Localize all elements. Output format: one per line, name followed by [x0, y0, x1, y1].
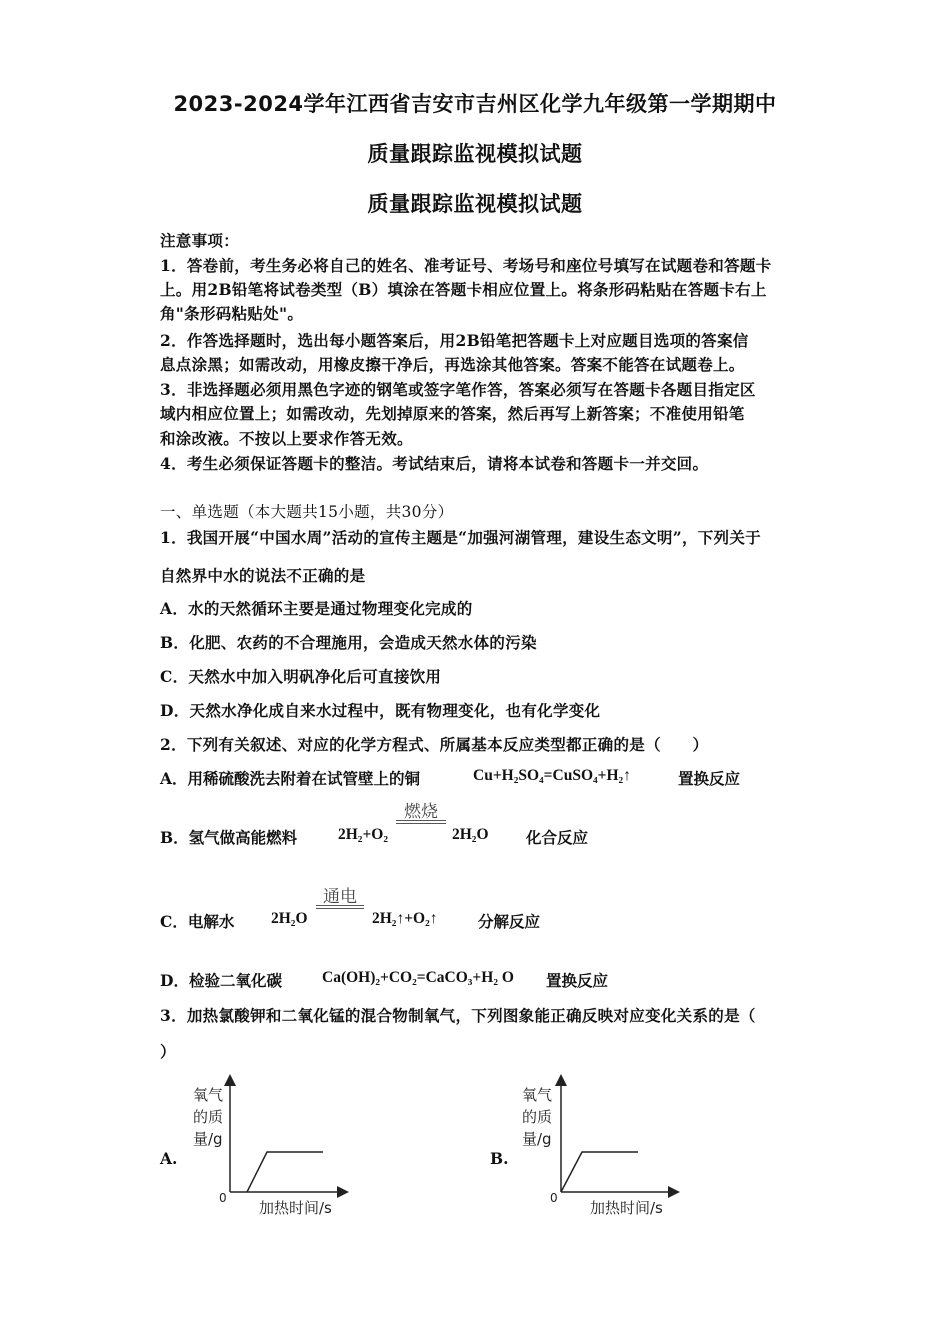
q3-graph-a: [185, 1070, 365, 1220]
page-title-line-3: 质量跟踪监视模拟试题: [367, 192, 583, 216]
q2-option-c-condition: 通电: [323, 887, 357, 907]
section-heading: 一、单选题（本大题共15小题，共30分）: [160, 503, 454, 521]
graph-a-ylabel: 的质: [193, 1108, 224, 1126]
page-title-line-1: 2023-2024学年江西省吉安市吉州区化学九年级第一学期期中: [173, 92, 777, 116]
q2-option-d-equation: Ca(OH)₂+CO₂=CaCO₃+H₂ O: [322, 969, 514, 986]
notice-line: 和涂改液。不按以上要求作答无效。: [160, 429, 413, 448]
q2-option-d-type: 置换反应: [546, 971, 609, 990]
q2-option-b-condition: 燃烧: [404, 802, 438, 822]
q3-graph-b: [516, 1070, 696, 1220]
graph-a-xlabel: 加热时间/s: [259, 1199, 332, 1217]
graph-a-curve: [247, 1152, 323, 1192]
notice-line: 息点涂黑；如需改动，用橡皮擦干净后，再选涂其他答案。答案不能答在试题卷上。: [160, 355, 745, 374]
graph-b-origin: 0: [550, 1191, 558, 1205]
graph-a-ylabel: 量/g: [193, 1130, 223, 1148]
q2-option-b-left: 2H₂+O₂: [338, 826, 388, 843]
q1-option-c: C．天然水中加入明矾净化后可直接饮用: [160, 667, 442, 686]
q2-option-a-equation: Cu+H₂SO₄=CuSO₄+H₂↑: [473, 767, 631, 784]
q2-option-b-right: 2H₂O: [452, 826, 489, 843]
notice-line: 角"条形码粘贴处"。: [160, 304, 304, 323]
q1-option-b: B．化肥、农药的不合理施用，会造成天然水体的污染: [160, 633, 537, 652]
q2-option-c-label: C．电解水: [160, 912, 235, 931]
q1-option-a: A．水的天然循环主要是通过物理变化完成的: [160, 599, 473, 618]
notice-heading: 注意事项：: [160, 231, 240, 250]
q2-option-b-type: 化合反应: [526, 828, 589, 847]
notice-line: 1．答卷前，考生务必将自己的姓名、准考证号、考场号和座位号填写在试题卷和答题卡: [160, 256, 772, 275]
graph-b-ylabel: 氧气: [522, 1086, 553, 1104]
q2-option-d-label: D．检验二氧化碳: [160, 971, 282, 990]
q2-option-b-label: B．氢气做高能燃料: [160, 828, 298, 847]
q2-option-a-label: A．用稀硫酸洗去附着在试管壁上的铜: [160, 769, 421, 788]
graph-b-curve: [561, 1152, 638, 1192]
q2-option-c-left: 2H₂O: [271, 910, 308, 927]
q2-stem: 2．下列有关叙述、对应的化学方程式、所属基本反应类型都正确的是（ ）: [160, 735, 709, 754]
q3-stem-line-1: 3．加热氯酸钾和二氧化锰的混合物制氧气，下列图象能正确反映对应变化关系的是（: [160, 1006, 756, 1025]
q3-option-b-label: B.: [490, 1149, 509, 1168]
reaction-equals-sign: [396, 820, 446, 824]
q1-stem-line-2: 自然界中水的说法不正确的是: [160, 566, 366, 585]
notice-line: 2．作答选择题时，选出每小题答案后，用2B铅笔把答题卡上对应题目选项的答案信: [160, 331, 749, 350]
q2-option-c-type: 分解反应: [478, 912, 541, 931]
graph-b-ylabel: 的质: [522, 1108, 553, 1126]
notice-line: 4．考生必须保证答题卡的整洁。考试结束后，请将本试卷和答题卡一并交回。: [160, 454, 709, 473]
notice-line: 上。用2B铅笔将试卷类型（B）填涂在答题卡相应位置上。将条形码粘贴在答题卡右上: [160, 280, 767, 299]
reaction-equals-sign: [316, 905, 364, 909]
q2-option-c-right: 2H₂↑+O₂↑: [372, 910, 438, 927]
graph-a-ylabel: 氧气: [193, 1086, 224, 1104]
q3-stem-line-2: ）: [160, 1042, 176, 1061]
notice-line: 域内相应位置上；如需改动，先划掉原来的答案，然后再写上新答案；不准使用铅笔: [160, 404, 745, 423]
q3-option-a-label: A.: [160, 1149, 178, 1168]
q1-option-d: D．天然水净化成自来水过程中，既有物理变化，也有化学变化: [160, 701, 601, 720]
q1-stem-line-1: 1．我国开展“中国水周”活动的宣传主题是“加强河湖管理，建设生态文明”，下列关于: [160, 528, 761, 547]
graph-b-xlabel: 加热时间/s: [590, 1199, 663, 1217]
graph-b-ylabel: 量/g: [522, 1130, 552, 1148]
q2-option-a-type: 置换反应: [678, 769, 741, 788]
graph-a-origin: 0: [219, 1191, 227, 1205]
notice-line: 3．非选择题必须用黑色字迹的钢笔或签字笔作答，答案必须写在答题卡各题目指定区: [160, 380, 756, 399]
page-title-line-2: 质量跟踪监视模拟试题: [367, 142, 583, 166]
